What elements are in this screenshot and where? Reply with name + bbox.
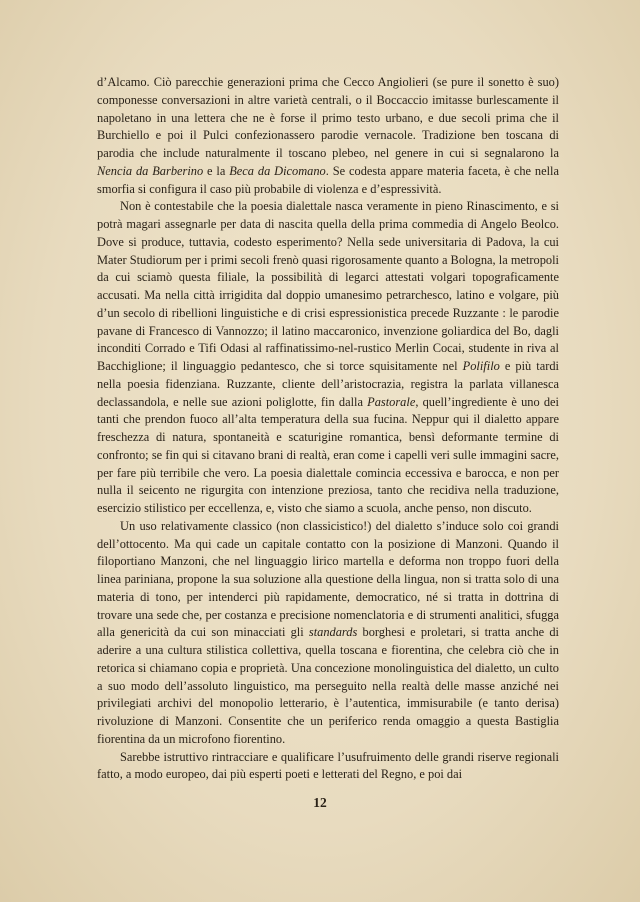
page-number: 12: [313, 795, 327, 810]
italic-title: Nencia da Barberino: [97, 163, 204, 178]
text-run: Non è contestabile che la poesia dialettale nasca veramente in pieno Rinascimento, e si potrà magari assegnarle per data di nascita quella della prima commedia di Angelo Beolco. Dove si produce, tuttavia, codesto esperimento? Nella sede universitaria di Padova, la cui Mater Studiorum per i primi secoli frenò quasi rigorosamente quanto a Bologna, la metropoli da cui sciamò questa filiale, la possibilità di legarci attestati volgari topograficamente accusati. Ma nella città irrigidita dal doppio umanesimo petrarchesco, latino e volgare, più d’un secolo di ribellioni linguistiche e di crisi espressionistica precede Ruzzante : le parodie pavane di Francesco di Vannozzo; il latino maccaronico, invenzione goliardica del Bo, dagli inconditi Corrado e Tifi Odasi al raffinatissimo-nel-rustico Merlin Cocai, studente in riva al Bacchiglione; il linguaggio pedantesco, che si torce squisitamente nel: [97, 199, 559, 373]
text-run: borghesi e proletari, si tratta anche di aderire a una cultura stilistica collettiva, quella toscana e fiorentina, che celebra ciò che in retorica si chiamano copia e proprietà. Una concezione monolinguistica del dialetto, un culto a suo modo dell’assoluto linguistico, ma perseguito nella realtà delle masse anziché nei privilegiati archivi del monopolio letterario, è l’autentica, immisurabile (e tanto derisa) rivoluzione di Manzoni. Consentite che un periferico renda omaggio a questa Bastiglia fiorentina da un microfono fiorentino.: [97, 625, 559, 746]
italic-title: standards: [308, 625, 358, 640]
paragraph: [97, 518, 559, 749]
text-run: e più tardi nella poesia fidenziana. Ruzzante, cliente dell’aristocrazia, registra la parlata villanesca declassandola, e nelle sue azioni poliglotte, fin dalla: [97, 359, 559, 409]
body-text: [97, 74, 559, 784]
italic-title: Pastorale: [367, 394, 416, 409]
text-run: d’Alcamo. Ciò parecchie generazioni prima che Cecco Angiolieri (se pure il sonetto è suo) componesse conversazioni in altre varietà centrali, o il Boccaccio imitasse burlescamente il napoletano in una lettera che ne è forse il primo testo urbano, e due secoli prima che il Burchiello e poi il Pulci confezionassero parodie vernacole. Tradizione ben toscana di parodia che include naturalmente il toscano plebeo, nel genere in cui si segnalarono la: [97, 75, 559, 160]
paragraph: [97, 74, 559, 198]
text-run: , quell’ingrediente è uno dei tanti che prendon fuoco all’alta temperatura della sua fucina. Neppur qui il dialetto appare freschezza di natura, spontaneità e scaturigine romantica, bensì deformante termine di confronto; se fin qui si citavano brani di realtà, eran come i capelli veri sulle immagini sacre, per fare più terribile che vero. La poesia dialettale comincia eccessiva e barocca, e non per nulla il seicento ne rigurgita con intenzione preziosa, tanto che recidiva nella traduzione, esercizio stilistico per eccellenza, e, visto che siamo a scuola, anche penso, non discuto.: [97, 394, 559, 515]
text-run: Un uso relativamente classico (non classicistico!) del dialetto s’induce solo coi grandi dell’ottocento. Ma qui cade un capitale contatto con la posizione di Manzoni. Quando il filoportiano Manzoni, che nel linguaggio lirico martella e deforma non troppo fuori della linea pariniana, propone la sua soluzione alla questione della lingua, non si tratta solo di una materia di tono, per intenderci più rapidamente, democratico, né si tratta in dottrina di trovare una sede che, per costanza e precisione nomenclatoria e di strumenti analitici, sfugga alla genericità da cui son minacciati gli: [97, 518, 559, 640]
italic-title: Polifilo: [462, 359, 500, 373]
paragraph: [97, 198, 559, 518]
text-run: Sarebbe istruttivo rintracciare e qualificare l’usufruimento delle grandi riserve regionali fatto, a modo europeo, dai più esperti poeti e letterati del Regno, e poi dai: [97, 749, 559, 782]
text-run: . Se codesta appare materia faceta, è che nella smorfia si configura il caso più probabile di violenza e d’espressività.: [97, 163, 559, 196]
paragraph: [97, 749, 559, 785]
text-run: e la: [203, 163, 230, 178]
italic-title: Beca da Dicomano: [229, 163, 326, 178]
